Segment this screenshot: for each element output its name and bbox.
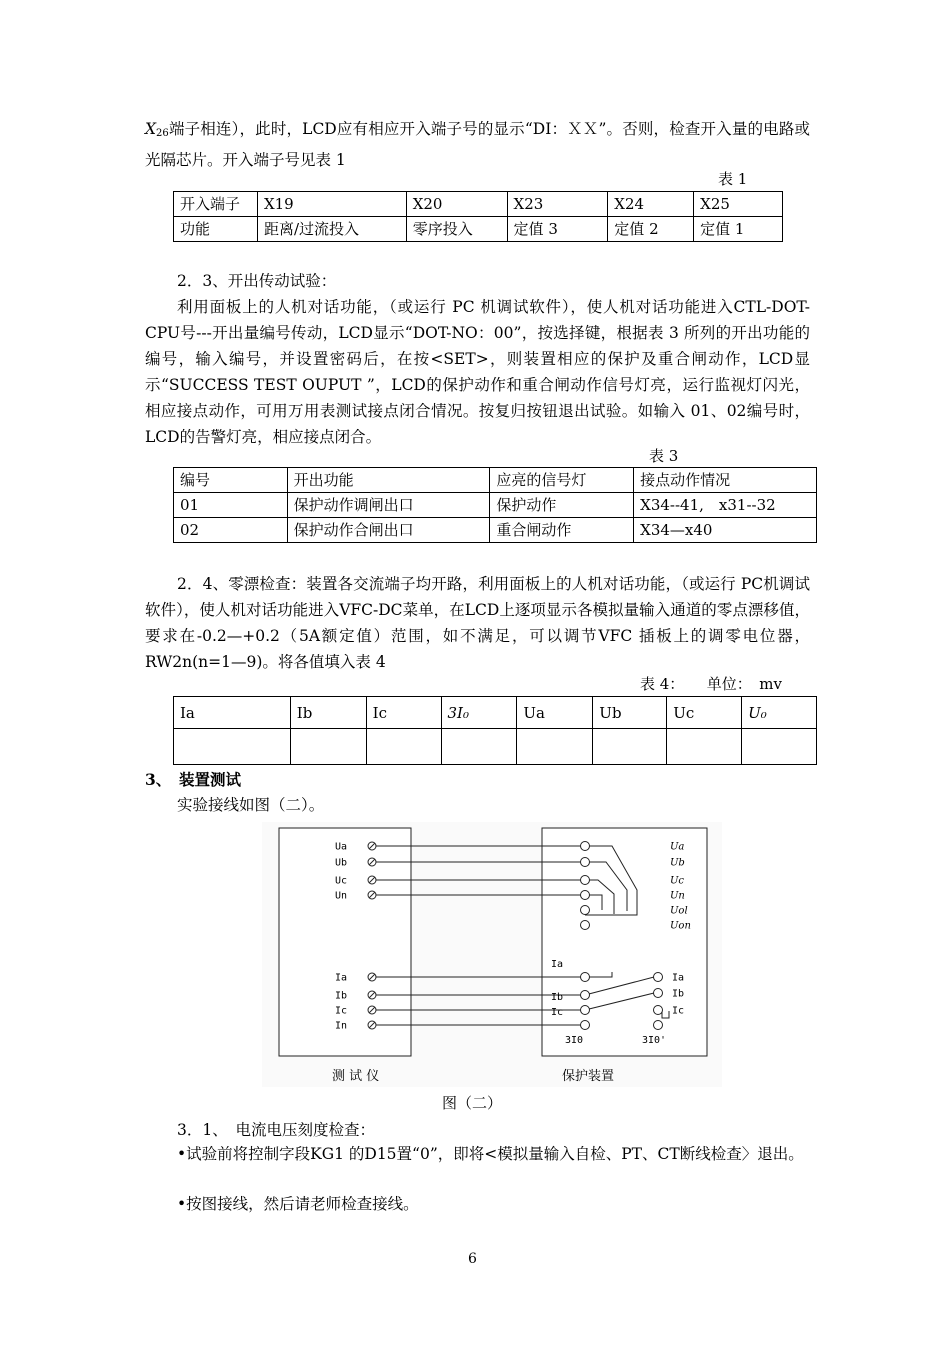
- table1-cell: 功能: [174, 217, 258, 242]
- table3-row: [174, 518, 817, 543]
- table3-cell: 接点动作情况: [634, 468, 817, 493]
- tester-terminal-label: Ia: [335, 972, 348, 984]
- figure-caption: 图（二）: [442, 1094, 503, 1112]
- device-current-out-terminal-icon: [654, 973, 663, 982]
- table4-header-cell: Ib: [290, 697, 366, 729]
- table3-cell: 应亮的信号灯: [490, 468, 634, 493]
- section-3-intro: 实验接线如图（二）。: [177, 796, 325, 814]
- table3-row: [174, 493, 817, 518]
- table3-cell: 开出功能: [287, 468, 490, 493]
- device-voltage-terminal-icon: [581, 921, 590, 930]
- table4-header-cell: Ic: [366, 697, 441, 729]
- paragraph-intro: [145, 116, 810, 173]
- device-current-label-left: Ia: [551, 959, 564, 970]
- device-voltage-terminal-icon: [581, 876, 590, 885]
- device-current-label-right: Ic: [672, 1005, 685, 1017]
- table1-cell: 零序投入: [406, 217, 507, 242]
- table3-cell: 保护动作: [490, 493, 634, 518]
- table4-empty-cell: [517, 729, 593, 765]
- device-voltage-label: Uon: [670, 920, 691, 932]
- table1-cell: 定值 1: [694, 217, 783, 242]
- section-3-1-bullet-1: •试验前将控制字段KG1 的D15置“0”，即将<模拟量输入自检、PT、CT断线检查〉退出。: [177, 1145, 804, 1163]
- table1-cell: 定值 2: [608, 217, 694, 242]
- table3-cell: 保护动作合闸出口: [287, 518, 490, 543]
- table3-cell: 01: [174, 493, 288, 518]
- table1-cell: X24: [608, 192, 694, 217]
- table3-row: [174, 468, 817, 493]
- section-2-3-heading: 2．3、开出传动试验：: [177, 272, 337, 290]
- device-current-label-left: Ic: [551, 1007, 564, 1018]
- bottom-right-label: 3I0': [642, 1035, 667, 1046]
- table4-header-cell: Ub: [593, 697, 667, 729]
- table4-empty-cell: [366, 729, 441, 765]
- device-current-terminal-icon: [581, 973, 590, 982]
- table3-caption: 表 3: [649, 447, 679, 465]
- table1-row: [174, 192, 783, 217]
- tester-terminal-label: Ib: [335, 990, 348, 1002]
- table4: [173, 696, 817, 765]
- section-3-1-bullet-2: •按图接线，然后请老师检查接线。: [177, 1195, 419, 1213]
- section-3-1-heading: 3．1、 电流电压刻度检查：: [177, 1121, 375, 1139]
- device-voltage-terminal-icon: [581, 858, 590, 867]
- table3-cell: 02: [174, 518, 288, 543]
- tester-terminal-label: Ic: [335, 1005, 348, 1017]
- device-current-terminal-icon: [581, 991, 590, 1000]
- table1-cell: X20: [406, 192, 507, 217]
- table3-cell: X34--41, x31--32: [634, 493, 817, 518]
- paragraph-intro-text: 端子相连），此时，LCD应有相应开入端子号的显示“DI：ＸＸ”。否则，检查开入量的电路或光隔芯片。开入端子号见表 1: [145, 120, 810, 169]
- table1-cell: 距离/过流投入: [257, 217, 406, 242]
- device-voltage-terminal-icon: [581, 906, 590, 915]
- var-x-sub: 26: [156, 128, 169, 139]
- table1-cell: 定值 3: [507, 217, 608, 242]
- table4-header-row: [174, 697, 817, 729]
- table4-empty-cell: [290, 729, 366, 765]
- section-2-3-body: 利用面板上的人机对话功能，（或运行 PC 机调试软件），使人机对话功能进入CTL-DOT-CPU号---开出量编号传动，LCD显示“DOT-NO：00”，按选择键，根据表 3 所列的开出功能的编号，输入编号，并设置密码后，在按<SET>，则装置相应的保护及重合闸动作，LCD显示“SUCCESS TEST OUPUT ”，LCD的保护动作和重合闸动作信号灯亮，运行监视灯闪光，相应接点动作，可用万用表测试接点闭合情况。按复归按钮退出试验。如输入 01、02编号时，LCD的告警灯亮，相应接点闭合。: [145, 298, 810, 446]
- table4-header-cell: Uc: [667, 697, 742, 729]
- page-number: 6: [468, 1251, 477, 1267]
- device-voltage-label: Uc: [670, 875, 685, 887]
- tester-terminal-label: Uc: [335, 875, 348, 887]
- table3-cell: 编号: [174, 468, 288, 493]
- tester-terminal-label: Un: [335, 890, 348, 902]
- table1-cell: X19: [257, 192, 406, 217]
- table1-row: [174, 217, 783, 242]
- table4-header-cell: Ia: [174, 697, 291, 729]
- device-voltage-label: Un: [670, 890, 685, 902]
- tester-caption: 测 试 仪: [332, 1069, 380, 1084]
- table1-cell: 开入端子: [174, 192, 258, 217]
- table4-header-cell: Ua: [517, 697, 593, 729]
- bottom-left-label: 3I0: [565, 1035, 584, 1046]
- table1: [173, 191, 783, 242]
- tester-terminal-label: Ub: [335, 857, 348, 869]
- device-current-label-left: Ib: [551, 992, 564, 1003]
- device-current-terminal-icon: [581, 1006, 590, 1015]
- table4-empty-cell: [441, 729, 517, 765]
- table1-caption: 表 1: [718, 170, 748, 188]
- table1-cell: X23: [507, 192, 608, 217]
- table3-cell: 保护动作调闸出口: [287, 493, 490, 518]
- table3-cell: X34—x40: [634, 518, 817, 543]
- section-2-4-body: 2．4、零漂检查：装置各交流端子均开路，利用面板上的人机对话功能，（或运行 PC机调试软件），使人机对话功能进入VFC-DC菜单，在LCD上逐项显示各模拟量输入通道的零点漂移值，要求在-0.2—+0.2（5A额定值）范围，如不满足，可以调节VFC 插板上的调零电位器，RW2n(n=1—9)。将各值填入表 4: [145, 575, 810, 671]
- device-voltage-terminal-icon: [581, 842, 590, 851]
- table4-empty-cell: [742, 729, 817, 765]
- section-3-heading: 3、 装置测试: [145, 770, 242, 789]
- wiring-diagram: [262, 822, 722, 1087]
- device-voltage-label: Uol: [670, 905, 688, 917]
- device-current-terminal-icon: [581, 1021, 590, 1030]
- table4-header-cell: U₀: [742, 697, 817, 729]
- table1-cell: X25: [694, 192, 783, 217]
- device-voltage-label: Ub: [670, 857, 685, 869]
- table4-caption: 表 4： 单位： mv: [640, 675, 783, 693]
- tester-terminal-label: Ua: [335, 841, 348, 853]
- table4-empty-cell: [667, 729, 742, 765]
- table3: [173, 467, 817, 543]
- device-current-label-right: Ib: [672, 988, 685, 1000]
- device-current-out-terminal-icon: [654, 1006, 663, 1015]
- device-current-out-terminal-icon: [654, 989, 663, 998]
- var-x: X: [145, 120, 157, 138]
- device-current-label-right: Ia: [672, 972, 685, 984]
- device-3i0-terminal-icon: [654, 1021, 663, 1030]
- device-voltage-label: Ua: [670, 841, 685, 853]
- table3-cell: 重合闸动作: [490, 518, 634, 543]
- table4-empty-cell: [174, 729, 291, 765]
- device-caption: 保护装置: [562, 1069, 615, 1084]
- table4-header-cell: 3I₀: [441, 697, 517, 729]
- tester-terminal-label: In: [335, 1020, 348, 1032]
- device-voltage-terminal-icon: [581, 891, 590, 900]
- table4-value-row: [174, 729, 817, 765]
- table4-empty-cell: [593, 729, 667, 765]
